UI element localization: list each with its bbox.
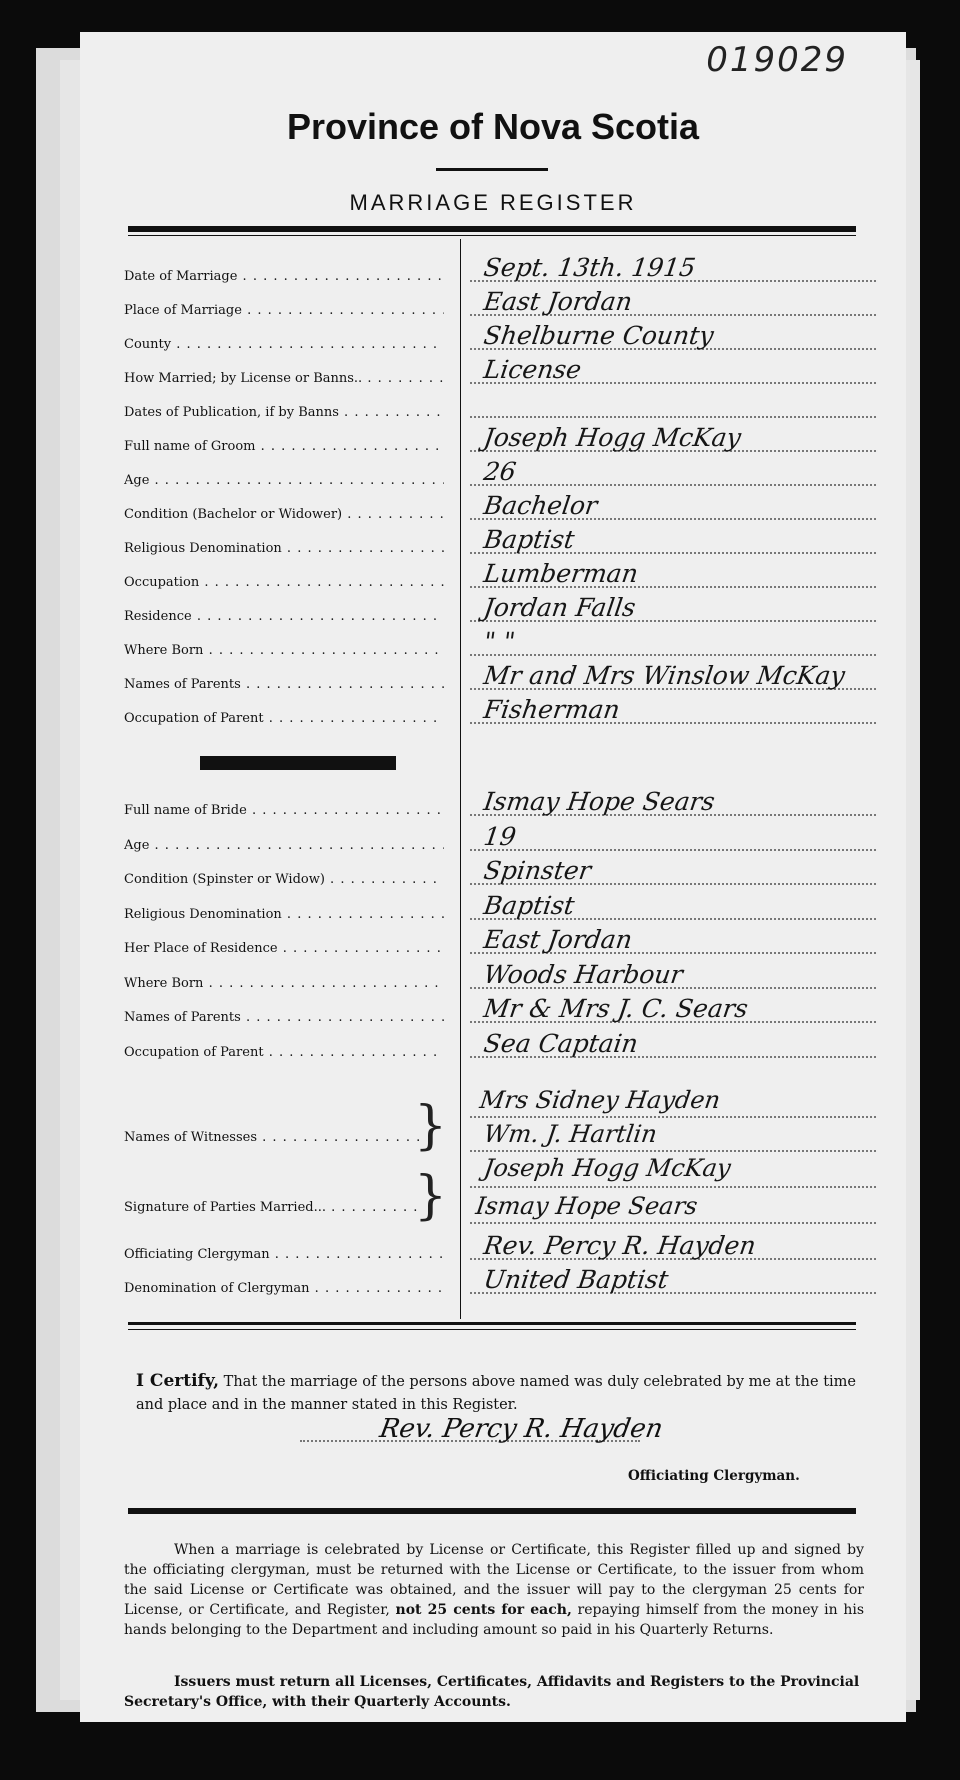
- field-label: Names of Parents . . .: [124, 1010, 444, 1025]
- signature-groom: Joseph Hogg McKay: [482, 1154, 733, 1182]
- field-value: United Baptist: [481, 1265, 671, 1294]
- form-row: [124, 628, 876, 661]
- field-value: Sea Captain: [481, 1028, 640, 1058]
- issuers-notice: Issuers must return all Licenses, Certificates, Affidavits and Registers to the Provincial Secretary's Office, with their Quarterly Accounts.: [124, 1674, 860, 1710]
- document-subtitle: MARRIAGE REGISTER: [349, 190, 637, 215]
- field-value: Mr and Mrs Winslow McKay: [481, 661, 847, 690]
- form-row: [124, 823, 876, 856]
- form-row: [124, 254, 876, 287]
- field-value: Ismay Hope Sears: [481, 787, 717, 816]
- field-label: Her Place of Residence . . .: [124, 941, 444, 956]
- form-row: [124, 1232, 876, 1265]
- form-row: [124, 424, 876, 457]
- certification-paragraph: [136, 1370, 856, 1417]
- field-value: Mr & Mrs J. C. Sears: [481, 994, 750, 1023]
- field-value: Spinster: [481, 856, 593, 885]
- field-value: Sept. 13th. 1915: [481, 253, 698, 282]
- form-row: [124, 594, 876, 627]
- form-row: [124, 458, 876, 491]
- field-value: Bachelor: [481, 491, 600, 520]
- field-label: Names of Parents . . .: [124, 677, 444, 692]
- field-value: License: [481, 355, 584, 384]
- header-rule: [128, 226, 856, 232]
- field-label: Date of Marriage . . .: [124, 269, 444, 284]
- field-value: Joseph Hogg McKay: [481, 423, 743, 452]
- witnesses-label: Names of Witnesses . . .: [124, 1130, 424, 1145]
- certify-rule-thin: [128, 1329, 856, 1330]
- witnesses-brace: }: [414, 1096, 448, 1156]
- form-row: [124, 526, 876, 559]
- header-rule-thin: [128, 235, 856, 236]
- field-value: Jordan Falls: [481, 593, 638, 622]
- signature-bride: Ismay Hope Sears: [474, 1192, 700, 1220]
- field-label: Occupation of Parent . . .: [124, 711, 444, 726]
- field-label: Age . . .: [124, 838, 444, 853]
- form-row: [124, 857, 876, 890]
- field-label: Age . . .: [124, 473, 444, 488]
- form-row: [124, 892, 876, 925]
- field-value: 26: [481, 457, 518, 486]
- notice-text-before: When a marriage is celebrated by License or Certificate, this Register filled up and signed by the officiating clergyman, must be returned with the License or Certificate, to the issuer from whom the said License or Certificate was obtained, and the issuer will pay to the clergyman 25 cents for License, or Certificate, and Register,: [124, 1542, 864, 1618]
- certify-rule: [128, 1322, 856, 1325]
- field-label: Condition (Spinster or Widow) . . .: [124, 872, 444, 887]
- field-label: Where Born . . .: [124, 976, 444, 991]
- field-line: [470, 654, 876, 656]
- field-label: How Married; by License or Banns.. . . .: [124, 371, 444, 386]
- signatures-brace: }: [414, 1166, 448, 1226]
- form-row: [124, 560, 876, 593]
- form-row: [124, 1266, 876, 1299]
- form-row: [124, 995, 876, 1028]
- form-row: [124, 926, 876, 959]
- form-row: [124, 961, 876, 994]
- notice-text-after: repaying himself from the money in his hands belonging to the Department and including amount so paid in his Quarterly Returns.: [124, 1602, 864, 1638]
- field-label: Full name of Bride . . .: [124, 803, 444, 818]
- form-row: [124, 788, 876, 821]
- witness-2-line: [470, 1150, 876, 1152]
- form-row: [124, 288, 876, 321]
- certify-lead: I Certify,: [136, 1371, 220, 1391]
- field-label: Place of Marriage . . .: [124, 303, 444, 318]
- witness-1-line: [470, 1116, 876, 1118]
- field-label: Religious Denomination . . .: [124, 541, 444, 556]
- certify-signature-title: Officiating Clergyman.: [628, 1468, 800, 1484]
- field-value: 19: [481, 821, 518, 851]
- certify-signature: Rev. Percy R. Hayden: [377, 1414, 666, 1444]
- bride-section-bar: [200, 756, 396, 770]
- register-number: 019029: [706, 40, 848, 80]
- title-rule: [436, 168, 548, 171]
- form-row: [124, 390, 876, 423]
- field-label: Dates of Publication, if by Banns . . .: [124, 405, 444, 420]
- field-label: Residence . . .: [124, 609, 444, 624]
- form-row: [124, 356, 876, 389]
- form-row: [124, 1030, 876, 1063]
- field-value: East Jordan: [481, 287, 635, 316]
- field-value: Woods Harbour: [481, 959, 685, 989]
- form-row: [124, 322, 876, 355]
- signature-bride-line: [470, 1222, 876, 1224]
- field-value: Fisherman: [481, 695, 622, 724]
- field-label: County . . .: [124, 337, 444, 352]
- field-value: Baptist: [481, 890, 577, 920]
- field-label: Where Born . . .: [124, 643, 444, 658]
- notice-rule: [128, 1508, 856, 1514]
- field-line: [470, 849, 876, 851]
- field-label: Full name of Groom . . .: [124, 439, 444, 454]
- signature-groom-line: [470, 1186, 876, 1188]
- witness-2: Wm. J. Hartlin: [482, 1120, 659, 1148]
- form-row: [124, 696, 876, 729]
- field-value: Lumberman: [481, 559, 640, 588]
- notice-paragraph: [124, 1540, 864, 1640]
- form-row: [124, 662, 876, 695]
- field-label: Religious Denomination . . .: [124, 907, 444, 922]
- form-row: [124, 492, 876, 525]
- field-value: East Jordan: [481, 925, 635, 954]
- marriage-register-sheet: [80, 32, 906, 1722]
- field-label: Occupation of Parent . . .: [124, 1045, 444, 1060]
- certify-text: That the marriage of the persons above named was duly celebrated by me at the time and place and in the manner stated in this Register.: [136, 1374, 856, 1413]
- field-value: Shelburne County: [481, 321, 716, 350]
- field-value: Rev. Percy R. Hayden: [481, 1231, 758, 1260]
- document-title: Province of Nova Scotia: [286, 106, 700, 147]
- field-value: Baptist: [481, 525, 577, 554]
- field-label: Condition (Bachelor or Widower) . . .: [124, 507, 444, 522]
- signatures-label: Signature of Parties Married... . . .: [124, 1200, 424, 1215]
- field-label: Occupation . . .: [124, 575, 444, 590]
- field-label: Denomination of Clergyman . . .: [124, 1281, 444, 1296]
- field-line: [470, 416, 876, 418]
- field-value: " ": [481, 627, 517, 656]
- notice-bold: not 25 cents for each,: [395, 1602, 572, 1618]
- witness-1: Mrs Sidney Hayden: [478, 1086, 723, 1114]
- field-label: Officiating Clergyman . . .: [124, 1247, 444, 1262]
- field-line: [470, 484, 876, 486]
